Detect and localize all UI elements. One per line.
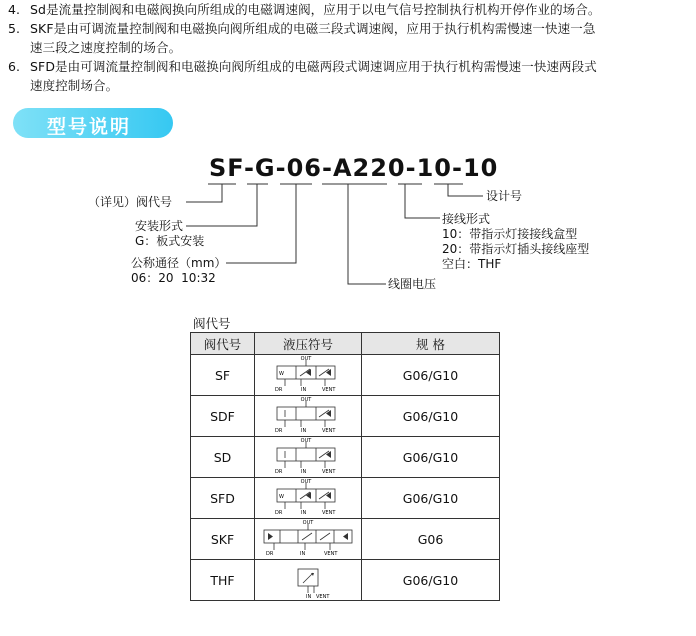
table-title: 阀代号 (193, 316, 231, 331)
svg-text:IN: IN (301, 428, 307, 434)
svg-text:OUT: OUT (300, 397, 312, 403)
svg-text:OUT: OUT (302, 520, 314, 526)
header-symbol: 液压符号 (255, 333, 362, 355)
svg-text:VENT: VENT (316, 594, 330, 599)
cell-code: SFD (191, 478, 255, 519)
svg-text:DR: DR (266, 551, 274, 557)
svg-text:IN: IN (301, 510, 307, 516)
cell-symbol (255, 478, 362, 519)
svg-text:IN: IN (306, 594, 312, 599)
cell-spec: G06/G10 (362, 437, 500, 478)
cell-spec: G06/G10 (362, 478, 500, 519)
leader-lines (0, 0, 696, 300)
table-row (191, 478, 500, 519)
svg-text:DR: DR (275, 510, 283, 516)
svg-text:VENT: VENT (322, 387, 336, 393)
cell-symbol (255, 519, 362, 560)
table-row (191, 519, 500, 560)
cell-symbol (255, 396, 362, 437)
hydraulic-symbol-icon (265, 356, 351, 394)
svg-text:OUT: OUT (300, 438, 312, 444)
label-design-number: 设计号 (486, 189, 523, 203)
svg-text:DR: DR (275, 428, 283, 434)
label-diameter: 公称通径（mm） 06：20 10:32 (131, 256, 227, 285)
svg-text:IN: IN (301, 387, 307, 393)
svg-text:W: W (279, 371, 284, 377)
valve-code-table (190, 332, 500, 601)
cell-symbol (255, 437, 362, 478)
cell-spec: G06 (362, 519, 500, 560)
table-row (191, 396, 500, 437)
label-wiring-type: 接线形式 10：带指示灯接接线盒型 20：带指示灯插头接线座型 空白：THF (442, 212, 590, 271)
cell-code: SKF (191, 519, 255, 560)
paragraph-5: 5. SKF是由可调流量控制阀和电磁换向阀所组成的电磁三段式调速阀，应用于执行机构需慢速一快速一急 速三段之速度控制的场合。 (8, 21, 596, 55)
label-install-type: 安装形式 G：板式安装 (135, 219, 205, 248)
model-part-install: -G (243, 154, 276, 182)
table-row (191, 560, 500, 601)
cell-spec: G06/G10 (362, 355, 500, 396)
section-title: 型号说明 (47, 116, 132, 138)
table-row (191, 355, 500, 396)
model-part-series: SF (209, 154, 244, 182)
header-code: 阀代号 (191, 333, 255, 355)
header-spec: 规 格 (362, 333, 500, 355)
hydraulic-symbol-icon (260, 520, 356, 558)
cell-symbol (255, 560, 362, 601)
cell-spec: G06/G10 (362, 560, 500, 601)
table-header-row (191, 333, 500, 355)
svg-text:OUT: OUT (300, 356, 312, 362)
model-part-voltage: -A220 (321, 154, 406, 182)
cell-spec: G06/G10 (362, 396, 500, 437)
svg-text:VENT: VENT (322, 428, 336, 434)
hydraulic-symbol-icon (278, 561, 338, 599)
svg-text:IN: IN (300, 551, 306, 557)
svg-text:W: W (279, 494, 284, 500)
paragraph-4: 4. Sd是流量控制阀和电磁阀换向所组成的电磁调速阀，应用于以电气信号控制执行机构开停作业的场合。 (8, 2, 601, 17)
svg-text:VENT: VENT (322, 510, 336, 516)
cell-code: SF (191, 355, 255, 396)
svg-text:IN: IN (301, 469, 307, 475)
cell-code: SDF (191, 396, 255, 437)
label-coil-voltage: 线圈电压 (388, 277, 437, 291)
svg-text:OUT: OUT (300, 479, 312, 485)
svg-text:VENT: VENT (322, 469, 336, 475)
cell-code: THF (191, 560, 255, 601)
svg-text:DR: DR (275, 469, 283, 475)
model-part-diameter: -06 (275, 154, 322, 182)
svg-text:DR: DR (275, 387, 283, 393)
model-part-design: -10 (451, 154, 499, 182)
cell-code: SD (191, 437, 255, 478)
cell-symbol (255, 355, 362, 396)
paragraph-6: 6. SFD是由可调流量控制阀和电磁换向阀所组成的电磁两段式调速调应用于执行机构需慢速一快速两段式 速度控制场合。 (8, 59, 597, 93)
hydraulic-symbol-icon (265, 479, 351, 517)
model-part-wiring: -10 (405, 154, 452, 182)
table-row (191, 437, 500, 478)
svg-text:VENT: VENT (324, 551, 338, 557)
hydraulic-symbol-icon (265, 397, 351, 435)
hydraulic-symbol-icon (265, 438, 351, 476)
label-valve-code: （详见）阀代号 (88, 195, 173, 209)
